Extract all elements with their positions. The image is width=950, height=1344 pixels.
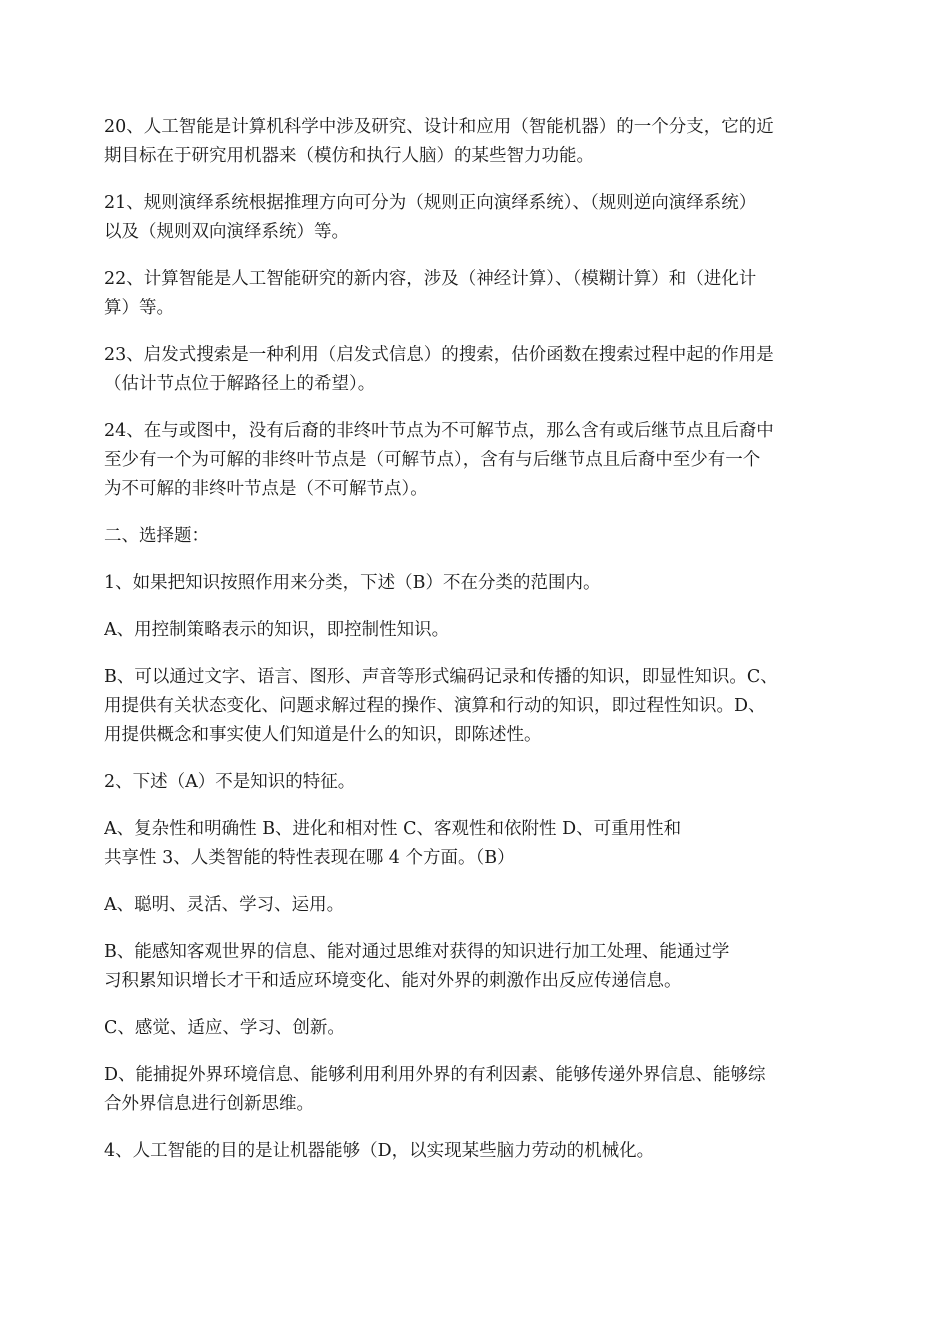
paragraph	[104, 1014, 852, 1043]
text-line: （估计节点位于解路径上的希望）。	[104, 374, 376, 394]
text-line: 算）等。	[104, 298, 174, 318]
paragraph	[104, 417, 852, 504]
paragraph	[104, 1061, 852, 1119]
text-line: 共享性 3、人类智能的特性表现在哪 4 个方面。（B）	[104, 848, 515, 868]
paragraph	[104, 815, 852, 873]
paragraph	[104, 522, 852, 551]
paragraph	[104, 189, 852, 247]
paragraph	[104, 113, 852, 171]
paragraph	[104, 616, 852, 645]
text-line: 20、人工智能是计算机科学中涉及研究、设计和应用（智能机器）的一个分支，它的近	[104, 117, 774, 137]
paragraph	[104, 1137, 852, 1166]
paragraph	[104, 768, 852, 797]
text-line: 2、下述（A）不是知识的特征。	[104, 772, 356, 792]
paragraph	[104, 938, 852, 996]
text-line: 1、如果把知识按照作用来分类，下述（B）不在分类的范围内。	[104, 573, 601, 593]
text-line: 期目标在于研究用机器来（模仿和执行人脑）的某些智力功能。	[104, 146, 594, 166]
text-line: 21、规则演绎系统根据推理方向可分为（规则正向演绎系统）、（规则逆向演绎系统）	[104, 193, 757, 213]
text-line: A、复杂性和明确性 B、进化和相对性 C、客观性和依附性 D、可重用性和	[104, 819, 682, 839]
text-line: 以及（规则双向演绎系统）等。	[104, 222, 349, 242]
text-line: 4、人工智能的目的是让机器能够（D，以实现某些脑力劳动的机械化。	[104, 1141, 655, 1161]
text-line: 24、在与或图中，没有后裔的非终叶节点为不可解节点，那么含有或后继节点且后裔中	[104, 421, 774, 441]
text-line: B、能感知客观世界的信息、能对通过思维对获得的知识进行加工处理、能通过学	[104, 942, 730, 962]
text-line: 用提供概念和事实使人们知道是什么的知识，即陈述性。	[104, 725, 542, 745]
text-line: A、聪明、灵活、学习、运用。	[104, 895, 345, 915]
paragraph	[104, 341, 852, 399]
text-line: 至少有一个为可解的非终叶节点是（可解节点），含有与后继节点且后裔中至少有一个	[104, 450, 761, 470]
text-line: 合外界信息进行创新思维。	[104, 1094, 314, 1114]
text-line: 习积累知识增长才干和适应环境变化、能对外界的刺激作出反应传递信息。	[104, 971, 682, 991]
text-line: 二、选择题：	[104, 526, 209, 546]
text-line: 23、启发式搜索是一种利用（启发式信息）的搜索，估价函数在搜索过程中起的作用是	[104, 345, 774, 365]
document-body	[104, 113, 852, 1184]
text-line: 22、计算智能是人工智能研究的新内容，涉及（神经计算）、（模糊计算）和（进化计	[104, 269, 757, 289]
text-line: A、用控制策略表示的知识，即控制性知识。	[104, 620, 450, 640]
text-line: D、能捕捉外界环境信息、能够利用利用外界的有利因素、能够传递外界信息、能够综	[104, 1065, 766, 1085]
text-line: C、感觉、适应、学习、创新。	[104, 1018, 345, 1038]
text-line: B、可以通过文字、语言、图形、声音等形式编码记录和传播的知识，即显性知识。C、	[104, 667, 778, 687]
paragraph	[104, 891, 852, 920]
paragraph	[104, 663, 852, 750]
text-line: 用提供有关状态变化、问题求解过程的操作、演算和行动的知识，即过程性知识。D、	[104, 696, 766, 716]
text-line: 为不可解的非终叶节点是（不可解节点）。	[104, 479, 428, 499]
paragraph	[104, 569, 852, 598]
paragraph	[104, 265, 852, 323]
